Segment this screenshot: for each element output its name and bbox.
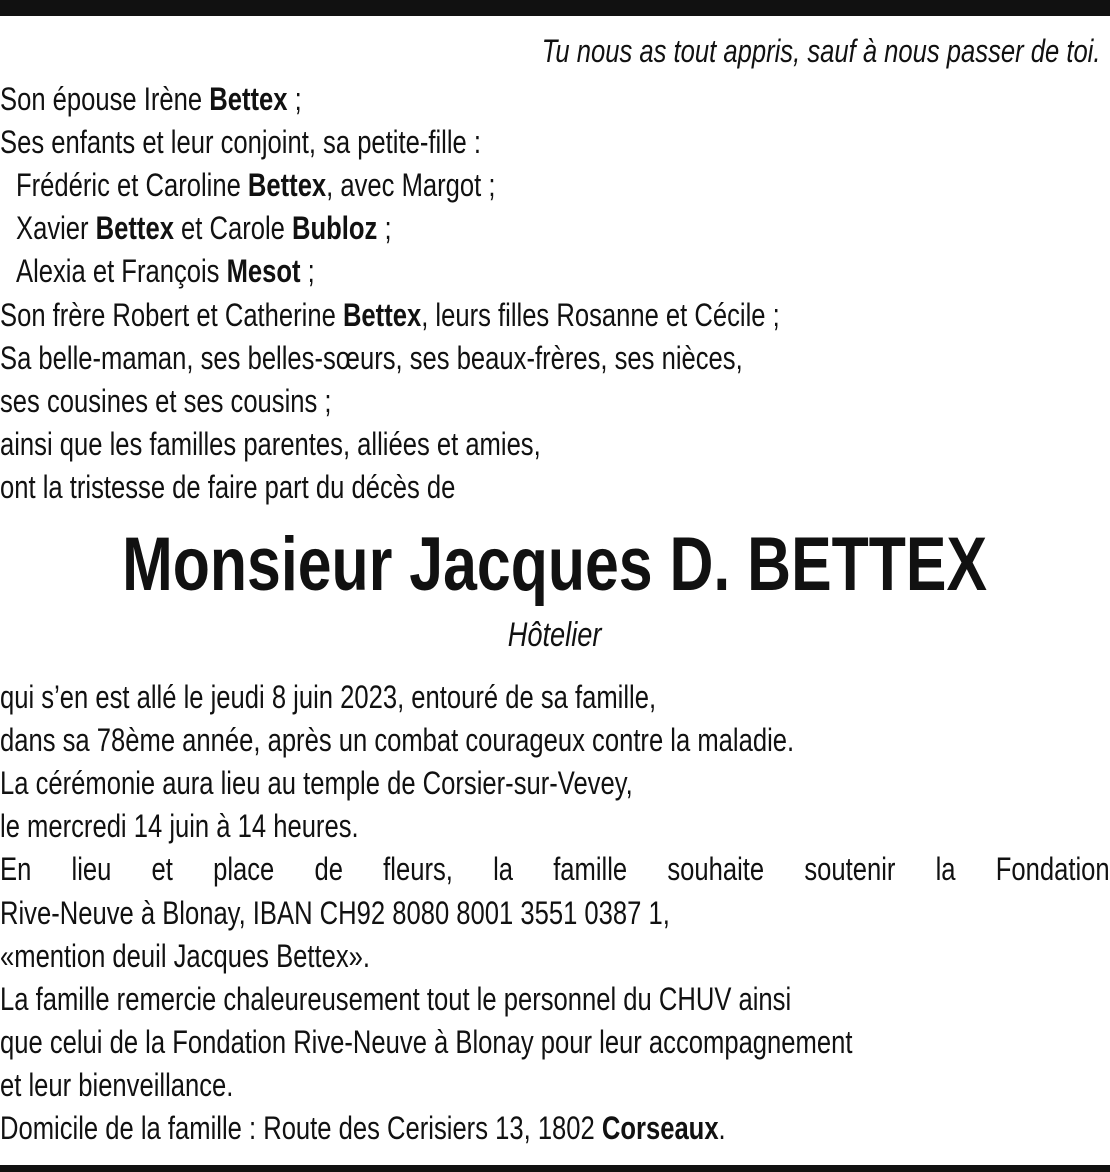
text-line — [0, 936, 370, 976]
text-segment: ainsi que les familles parentes, alliées et amies, — [0, 425, 541, 462]
text-segment: La famille remercie chaleureusement tout le personnel du CHUV ainsi — [0, 980, 792, 1017]
bold-name: Bettex — [209, 81, 288, 117]
bold-name: Bettex — [95, 210, 174, 247]
text-line — [0, 720, 794, 760]
text-segment: et leur bienveillance. — [0, 1066, 234, 1103]
text-segment: . — [718, 1110, 726, 1146]
bottom-rule — [0, 1165, 1110, 1172]
text-line — [0, 677, 656, 717]
text-segment: ; — [377, 210, 392, 247]
text-line — [0, 1108, 726, 1148]
text-segment: Frédéric et Caroline — [16, 167, 248, 204]
text-segment: dans sa 78ème année, après un combat courageux contre la maladie. — [0, 722, 795, 759]
text-line — [0, 338, 743, 378]
text-segment: ses cousines et ses cousins ; — [0, 382, 332, 419]
text-segment: Domicile de la famille : Route des Cerisiers 13, 1802 — [0, 1110, 602, 1146]
text-line — [0, 122, 481, 162]
text-segment: Sa belle-maman, ses belles-sœurs, ses beaux-frères, ses nièces, — [0, 339, 743, 376]
text-line — [0, 424, 541, 464]
top-rule — [0, 0, 1110, 16]
text-segment: «mention deuil Jacques Bettex». — [0, 937, 371, 974]
text-line — [0, 893, 670, 933]
text-segment: La cérémonie aura lieu au temple de Corsier-sur-Vevey, — [0, 765, 633, 802]
text-line — [0, 79, 302, 119]
text-line — [0, 806, 359, 846]
text-segment: que celui de la Fondation Rive-Neuve à Blonay pour leur accompagnement — [0, 1023, 853, 1060]
text-segment: Xavier — [16, 210, 96, 247]
text-line — [16, 165, 495, 205]
text-line — [0, 295, 780, 335]
text-line — [0, 849, 1110, 889]
bold-name: Corseaux — [601, 1110, 719, 1146]
text-line — [0, 381, 332, 421]
text-line — [0, 1065, 233, 1105]
text-segment: Ses enfants et leur conjoint, sa petite-fille : — [0, 124, 481, 161]
text-line — [0, 1022, 852, 1062]
epigraph-quote: Tu nous as tout appris, sauf à nous passer de toi. — [541, 33, 1100, 69]
text-segment: Rive-Neuve à Blonay, IBAN CH92 8080 8001 3551 0387 1, — [0, 894, 670, 931]
text-line — [16, 208, 392, 248]
deceased-name: Monsieur Jacques D. BETTEX — [122, 522, 988, 607]
text-segment: Son épouse Irène — [0, 81, 210, 117]
text-segment: , avec Margot ; — [326, 167, 496, 204]
text-line — [0, 979, 791, 1019]
text-segment: ; — [300, 253, 315, 290]
text-segment: qui s’en est allé le jeudi 8 juin 2023, entouré de sa famille, — [0, 679, 657, 715]
text-line — [0, 763, 633, 803]
text-segment: , leurs filles Rosanne et Cécile ; — [421, 296, 780, 333]
text-segment: ont la tristesse de faire part du décès de — [0, 468, 456, 505]
bold-name: Bettex — [247, 167, 327, 204]
text-segment: Son frère Robert et Catherine — [0, 296, 343, 333]
text-line — [0, 467, 455, 507]
text-segment: Alexia et François — [16, 253, 227, 290]
text-segment: En lieu et place de fleurs, la famille souhaite soutenir la Fondation — [0, 851, 1110, 888]
bold-name: Bettex — [342, 296, 422, 333]
bold-name: Bubloz — [292, 210, 378, 247]
text-line — [16, 251, 315, 291]
bold-name: Mesot — [226, 253, 301, 290]
text-segment: ; — [287, 81, 302, 117]
text-segment: le mercredi 14 juin à 14 heures. — [0, 808, 359, 845]
text-segment: et Carole — [173, 210, 293, 247]
profession: Hôtelier — [508, 616, 602, 654]
